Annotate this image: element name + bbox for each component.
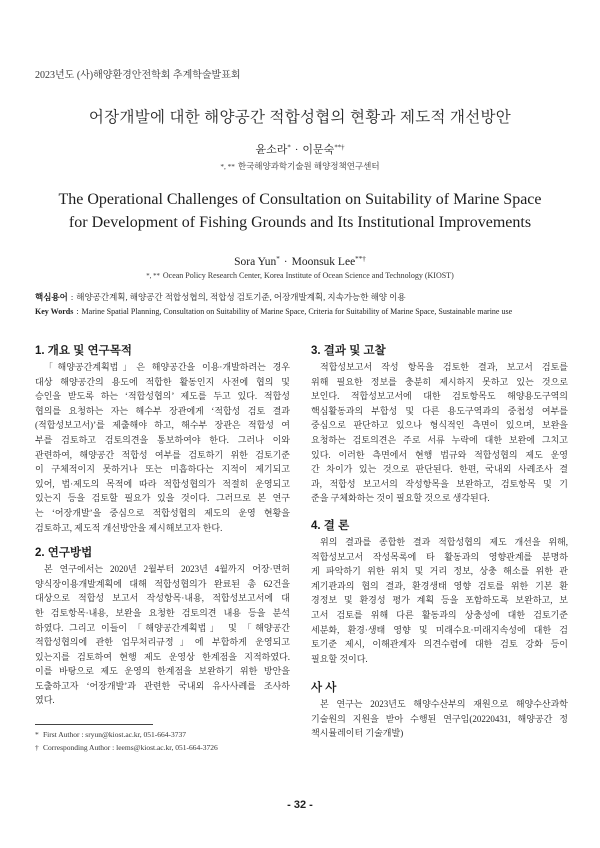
english-title [0,188,600,234]
body-line: 있다. 이러한 측면에서 현행 법규와 적합성협의 제도 운영 [311,449,568,460]
body-line: (적합성보고서)’를 제출해야 하고, 해수부 장관은 적합성 여 [35,420,290,431]
body-line: 고서 검토를 위해 다른 활동과의 상충성에 대한 검토기준 [311,609,568,620]
body-line: 위해 필요한 정보를 충분히 제시하지 못하고 있는 것으로 [311,376,568,387]
body-line: 보인다. 적합성보고서에 대한 검토항목도 해양용도구역의 [311,391,568,402]
affiliation-marks: *, ** [146,273,160,280]
body-line: 하였다. 그리고 이들이 「해양공간계획법」 및 「해양공간 [35,622,290,633]
affiliation-text: Ocean Policy Research Center, Korea Institute of Ocean Science and Technology (KIOST) [162,271,454,280]
footnotes [35,724,290,754]
korean-keywords [35,291,570,303]
body-line: 게 파악하기 위한 위치 및 거리 정보, 상충 해소를 위한 관 [311,566,568,577]
affiliation-text: 한국해양과학기술원 해양정책연구센터 [237,161,380,171]
section-methods [35,545,290,708]
body-line: 계기관과의 협의 결과, 환경생태 영향 검토를 위한 기본 환 [311,580,568,591]
section-body [35,360,290,535]
english-title-line: The Operational Challenges of Consultation on Suitability of Marine Space [58,191,542,208]
body-line: 핵심활동과의 부합성 및 다른 용도구역과의 중첩성 여부를 [311,405,568,416]
author-name: Sora Yun [234,256,277,268]
body-line: 세분화, 환경·생태 영향 및 미래수요·미래지속성에 대한 검 [311,624,568,635]
body-line: 협의를 요청하는 자는 해수부 장관에게 ‘적합성 검토 결과 [35,405,290,416]
body-line: 준을 구체화하는 것이 필요할 것으로 생각된다. [311,493,490,504]
author-separator: · [294,144,299,156]
conference-header: 2023년도 (사)해양환경안전학회 추계학술발표회 [35,70,241,81]
body-line: 는 ‘어장개발’을 중심으로 적합성협의 제도의 운영 현황을 [35,507,290,518]
author-separator: · [283,256,288,268]
body-line: 요청하는 검토의견은 주로 서류 누락에 대한 보완에 그치고 [311,434,568,445]
section-acknowledgements [311,680,568,741]
footnote-first-author [35,729,290,742]
body-line: 승인을 받도록 하는 ‘적합성협의’ 제도를 두고 있다. 적합성 [35,391,290,402]
section-heading: 3. 결과 및 고찰 [311,345,386,357]
footnote-corresponding-author [35,742,290,755]
korean-affiliation [0,160,600,173]
english-authors [0,254,600,270]
body-line: 중심으로 판단하고 있으나 형식적인 측면이 있으며, 보완을 [311,420,568,431]
section-body [311,697,568,741]
body-line: 한 검토항목·내용, 보완을 요청한 검토의견 내용 등을 분석 [35,607,290,618]
keywords-text: Marine Spatial Planning, Consultation on Suitability of Marine Space, Criteria for Suitability of Marine Space, Sustainable marine use [81,307,513,316]
section-heading: 1. 개요 및 연구목적 [35,345,132,357]
author-name: Moonsuk Lee [291,256,356,268]
body-line: 있어, 법·제도의 목적에 따라 적합성협의가 적절히 운영되고 [35,478,290,489]
body-line: 기술원의 지원을 받아 수행된 연구임(20220431, 해양공간 정 [311,713,568,724]
english-title-line: for Development of Fishing Grounds and Its Institutional Improvements [68,214,532,231]
section-heading: 4. 결 론 [311,519,350,532]
left-column [35,343,290,708]
section-heading: 사 사 [311,682,337,695]
page-number: - 32 - [287,799,313,811]
body-line: 이를 바탕으로 제도 운영의 한계점을 보완하기 위한 방안을 [35,666,290,677]
body-line: 양식장이용개발계획에 대해 적합성협의가 완료된 총 62건을 [35,578,290,589]
author-mark: * [287,144,291,152]
section-body [311,535,568,666]
korean-title: 어장개발에 대한 해양공간 적합성협의 현황과 제도적 개선방안 [88,109,512,126]
body-line: 위의 결과를 종합한 결과 적합성협의 제도 개선을 위해, [320,536,568,547]
keywords-separator: : [76,307,79,316]
footnote-text: Corresponding Author : leems@kiost.ac.kr, 051-664-3726 [43,742,218,752]
section-body [311,360,568,506]
author-mark: * [276,255,280,264]
keywords-separator: : [70,292,74,302]
body-line: 있는지를 검토하여 현행 제도 운영상 한계점을 지적하였다. [35,651,290,662]
section-conclusion [311,518,568,666]
body-line: 적합성협의에 관한 업무처리규정」에 부합하게 운영되고 [35,637,290,648]
body-line: 도출하고자 ‘어장개발’과 관련한 국내외 유사사례를 조사하 [35,680,290,691]
section-body [35,562,290,708]
keywords-label: Key Words [35,307,74,316]
keywords-text: 해양공간계획, 해양공간 적합성협의, 적합성 검토기준, 어장개발계획, 지속가능한 해양 이용 [76,292,406,302]
body-line: 적합성보고서 작성 항목을 검토한 결과, 보고서 검토를 [320,362,568,372]
section-heading: 2. 연구방법 [35,547,93,560]
body-line: 검토하고, 제도적 개선방안을 제시해보고자 한다. [35,522,223,533]
right-column [311,343,568,741]
author-name: 윤소라 [255,144,288,156]
body-line: 본 연구는 2023년도 해양수산부의 재원으로 해양수산과학 [320,699,568,710]
english-affiliation [0,270,600,283]
footnote-rule [35,724,153,725]
body-line: 토기준 제시, 이해관계자 의견수렴에 대한 검토 강화 등이 [311,639,568,650]
section-results [311,343,568,506]
body-line: 경정보 및 환경성 평가 계획 등을 포함하도록 보완하고, 보 [311,595,568,606]
body-line: 있는지 등을 검토할 필요가 있을 것이다. 그러므로 본 연구 [35,493,290,504]
body-line: 대상으로 적합성 보고서 작성항목·내용, 적합성보고서에 대 [35,593,290,604]
affiliation-marks: *, ** [220,163,235,171]
keywords-label: 핵심용어 [35,292,68,302]
author-mark: **† [334,144,345,152]
body-line: 과, 적합성 보고서의 작성항목을 보완하고, 검토항목 및 기 [311,478,568,489]
footnote-text: First Author : sryun@kiost.ac.kr, 051-664-3737 [43,730,187,739]
english-keywords [35,306,570,318]
footnote-mark: † [35,742,39,752]
section-overview [35,343,290,535]
author-name: 이문숙 [302,144,335,156]
body-line: 「해양공간계획법」은 해양공간을 이용·개발하려는 경우 [44,362,290,372]
body-line: 대상 해양공간의 용도에 적합한 활동인지 사전에 협의 및 [35,376,290,387]
body-line: 간 차이가 있는 것으로 판단된다. 한편, 국내외 사례조사 결 [311,464,568,475]
body-line: 본 연구에서는 2020년 2월부터 2023년 4월까지 어장·면허 [44,564,290,575]
body-line: 적합성보고서 작성목록에 타 활동과의 영향관계를 분명하 [311,551,568,562]
author-mark: **† [355,255,366,264]
korean-authors [0,143,600,158]
footnote-mark: * [35,730,39,739]
body-line: 부를 검토하고 검토의견을 통보하여야 한다. 그러나 이와 [35,434,290,445]
body-line: 관련하여, 해양공간 적합성 여부를 검토하기 위한 검토기준 [35,449,290,460]
body-line: 이 구체적이지 못하거나 또는 미흡하다는 지적이 제기되고 [35,464,290,475]
body-line: 필요할 것이다. [311,653,368,664]
body-line: 책시뮬레이터 기술개발) [311,728,404,739]
body-line: 였다. [35,695,55,706]
